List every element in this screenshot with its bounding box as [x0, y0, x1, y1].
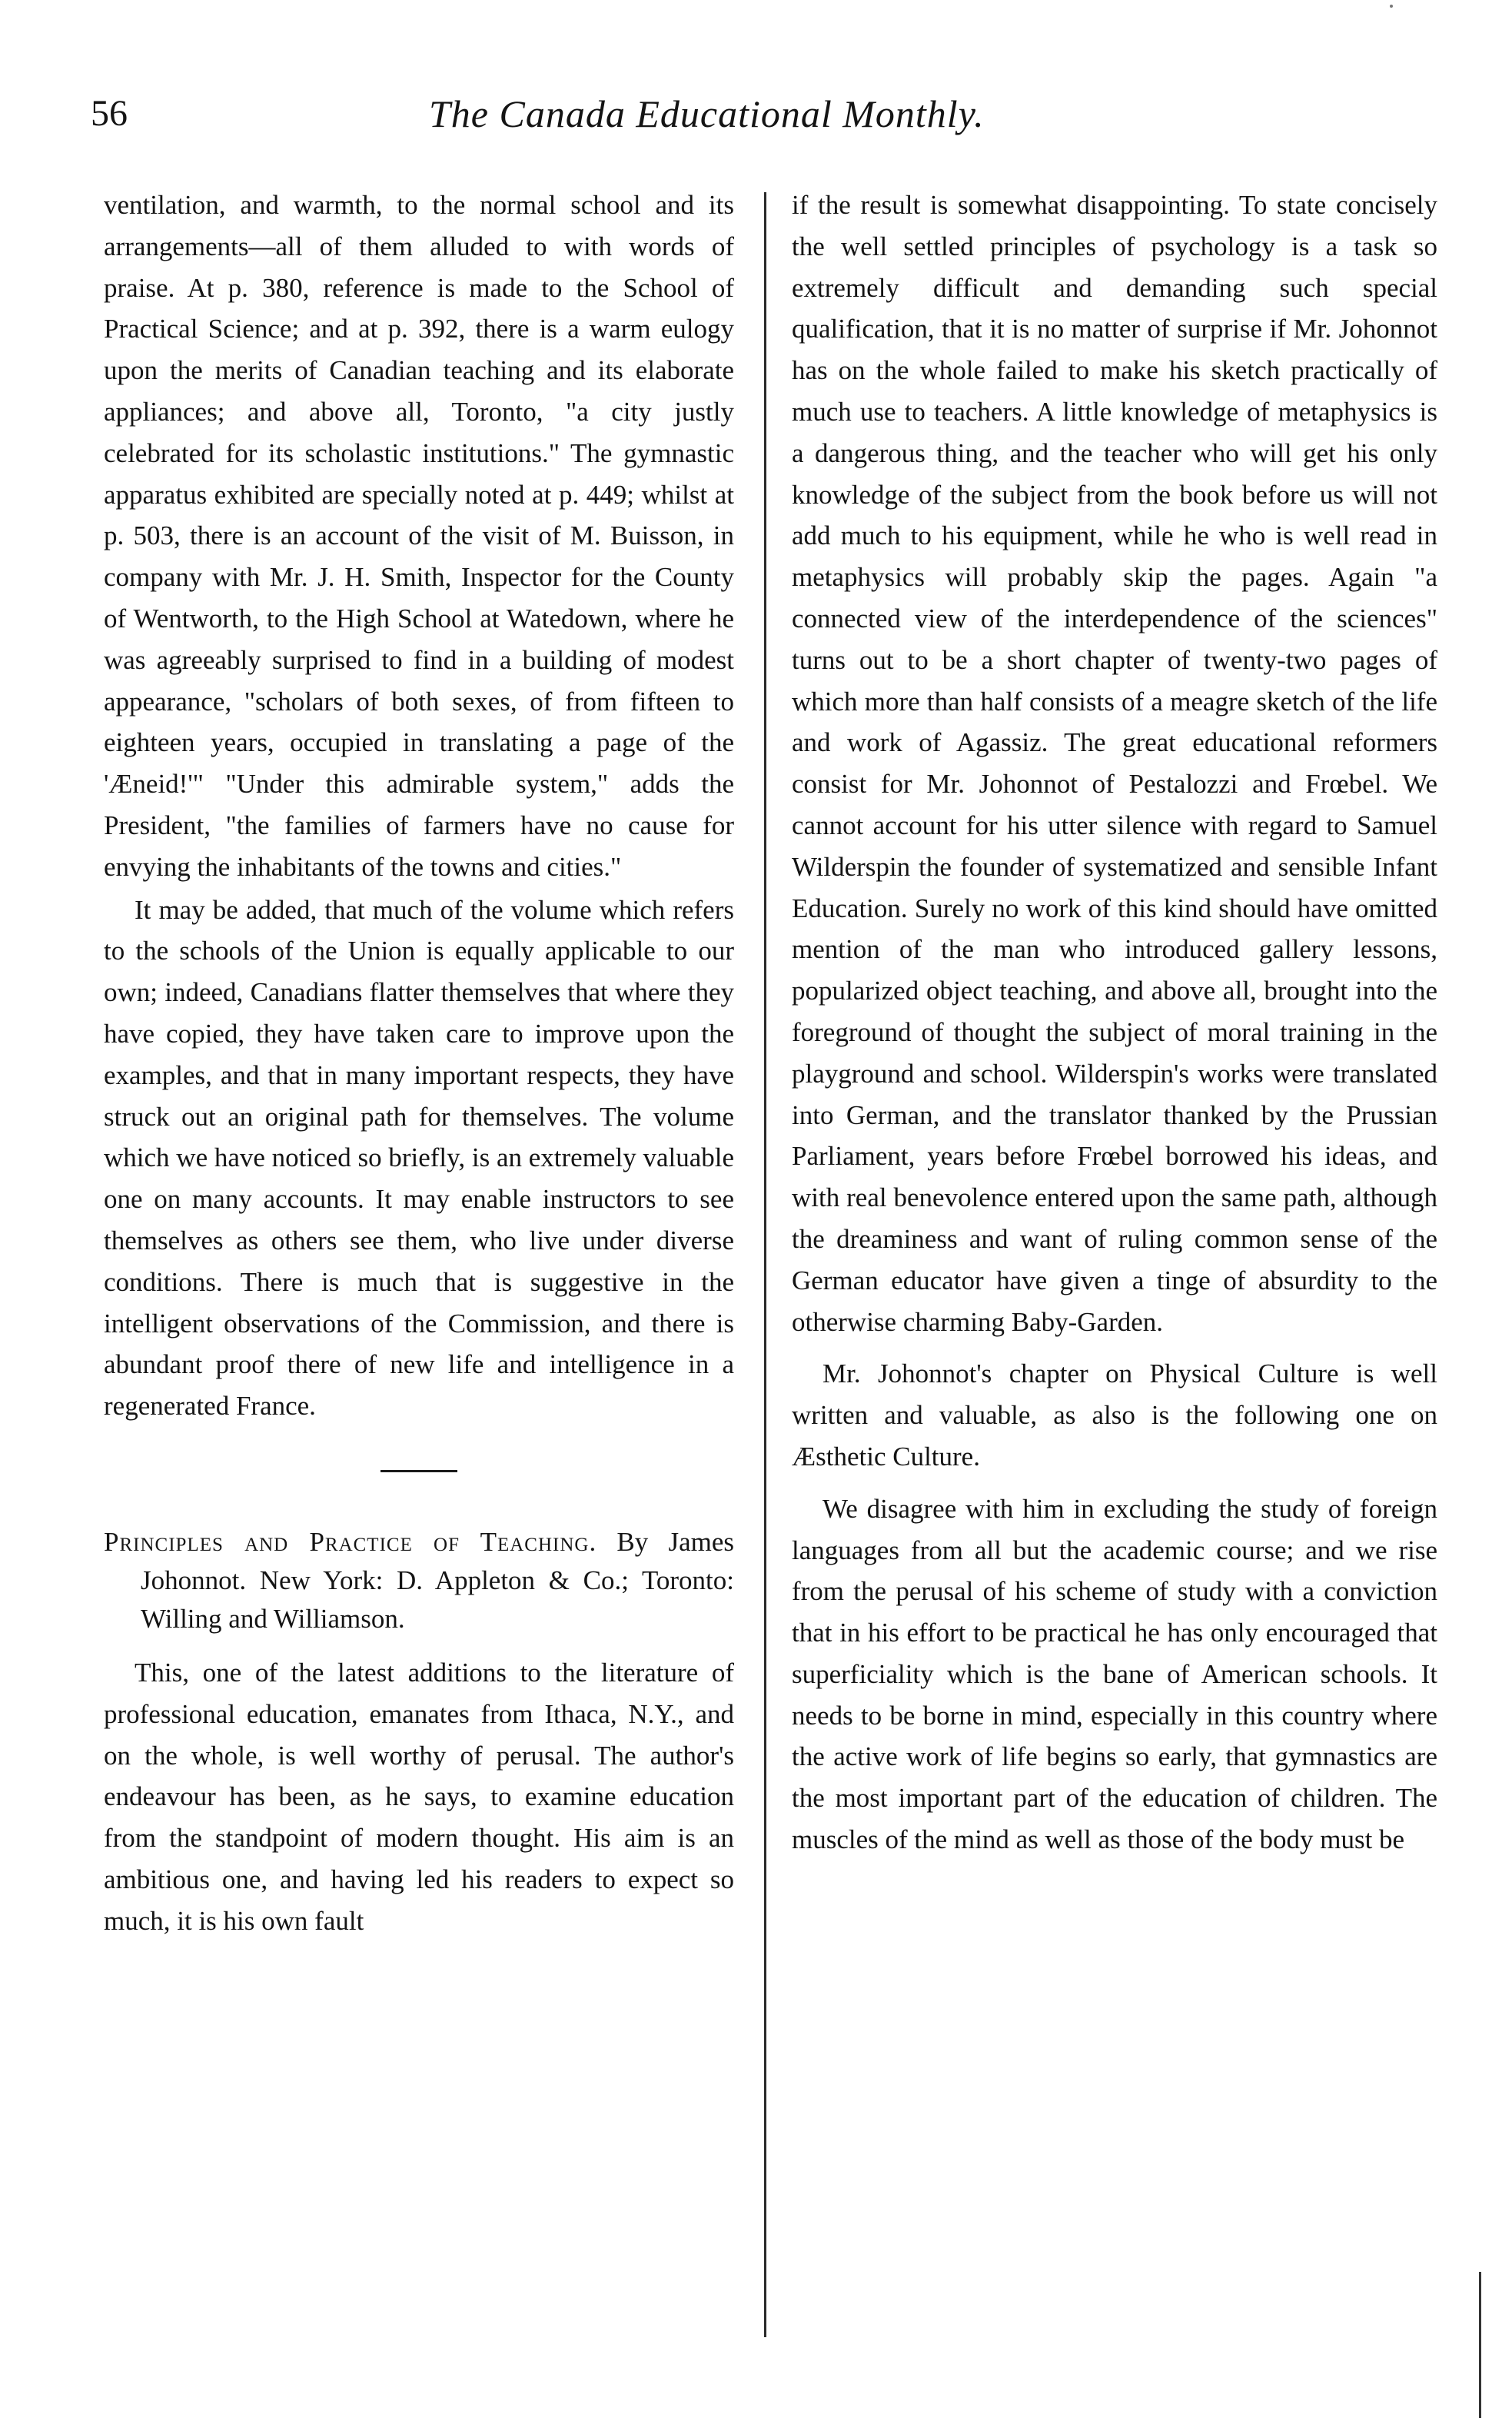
speck-mark: [1390, 5, 1393, 8]
paragraph: It may be added, that much of the volume which refers to the schools of the Union is equally applicable to our own; indeed, Canadians flatter themselves that where they have copied, they have taken care to improve upon the examples, and that in many important respects, they have struck out an original path for themselves. The volume which we have noticed so briefly, is an extremely valuable one on many accounts. It may enable instructors to see themselves as others see them, who live under diverse conditions. There is much that is suggestive in the intelligent observations of the Commission, and there is abundant proof there of new life and intelligence in a regenerated France.: [104, 894, 734, 1422]
paragraph: This, one of the latest additions to the literature of professional education, emanates from Ithaca, N.Y., and on the whole, is well worthy of perusal. The author's endeavour has been, as he says, to examine education from the standpoint of modern thought. His aim is an ambitious one, and having led his readers to expect so much, it is his own fault: [104, 1657, 734, 1936]
paragraph: We disagree with him in excluding the study of foreign languages from all but the academic course; and we rise from the perusal of his scheme of study with a conviction that in his effort to be practical he has only encouraged that superficiality which is the bane of American schools. It needs to be borne in mind, especially in this country where the active work of life begins so early, that gymnastics are the most important part of the education of children. The muscles of the mind as well as those of the body must be: [792, 1493, 1437, 1855]
section-divider-rule: [380, 1470, 457, 1472]
review-publication-details: By James Johonnot. New York: D. Appleton & Co.; Toronto: Willing and Williamson.: [141, 1526, 734, 1634]
paragraph-continued: if the result is somewhat disappointing. To state concisely the well settled principles of psychology is a task so extremely difficult and demanding such special qualification, that it is no matter of surprise if Mr. Johonnot has on the whole failed to make his sketch practically of much use to teachers. A little knowledge of metaphysics is a dangerous thing, and the teacher who will get his only knowledge of the subject from the book before us will not add much to his equipment, while he who is well read in metaphysics will probably skip the pages. Again "a connected view of the interdependence of the sciences" turns out to be a short chapter of twenty-two pages of which more than half consists of a meagre sketch of the life and work of Agassiz. The great educational reformers consist for Mr. Johonnot of Pestalozzi and Frœbel. We cannot account for his utter silence with regard to Samuel Wilderspin the founder of systematized and sensible Infant Education. Surely no work of this kind should have omitted mention of the man who introduced gallery lessons, popularized object teaching, and above all, brought into the foreground of thought the subject of moral training in the playground and school. Wilderspin's works were translated into German, and the translator thanked by the Prussian Parliament, years before Frœbel borrowed his ideas, and with real benevolence entered upon the same path, although the dreaminess and want of ruling common sense of the German educator have given a tinge of absurdity to the otherwise charming Baby-Garden.: [792, 190, 1437, 1337]
paragraph-continued: ventilation, and warmth, to the normal school and its arrangements—all of them alluded to with words of praise. At p. 380, reference is made to the School of Practical Science; and at p. 392, there is a warm eulogy upon the merits of Canadian teaching and its elaborate appliances; and above all, Toronto, "a city justly celebrated for its scholastic institutions." The gymnastic apparatus exhibited are specially noted at p. 449; whilst at p. 503, there is an account of the visit of M. Buisson, in company with Mr. J. H. Smith, Inspector for the County of Wentworth, to the High School at Watedown, where he was agreeably surprised to find in a building of modest appearance, "scholars of both sexes, of from fifteen to eighteen years, occupied in translating a page of the 'Æneid!'" "Under this admirable system," adds the President, "the families of farmers have no cause for envying the inhabitants of the towns and cities.": [104, 190, 734, 882]
left-column: [104, 185, 734, 1941]
running-title: The Canada Educational Monthly.: [429, 92, 985, 135]
review-heading: [104, 1523, 734, 1638]
page-header: [91, 91, 1105, 152]
column-divider: [764, 192, 766, 2337]
margin-mark: [1479, 2272, 1481, 2418]
review-title: Principles and Practice of Teaching.: [104, 1526, 597, 1557]
right-column: [792, 185, 1437, 1861]
paragraph: Mr. Johonnot's chapter on Physical Culture is well written and valuable, as also is the following one on Æsthetic Culture.: [792, 1358, 1437, 1472]
page-number: 56: [91, 93, 128, 134]
